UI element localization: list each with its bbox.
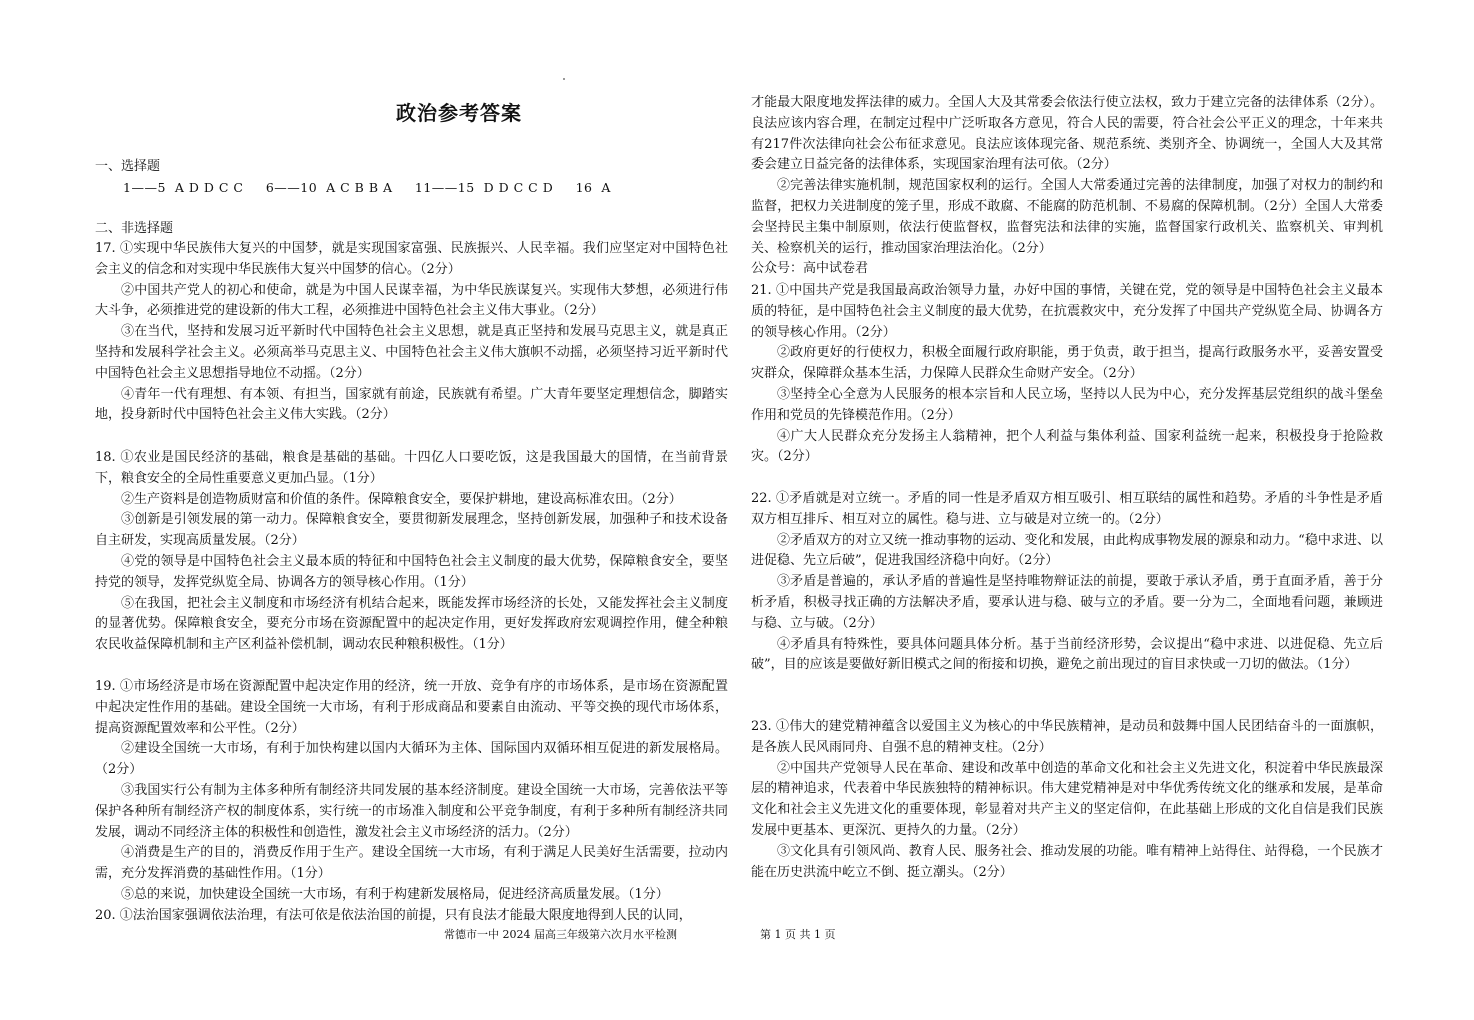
q19-point-1: 19. ①市场经济是市场在资源配置中起决定作用的经济，统一开放、竞争有序的市场体系，是市场在资源配置中起决定性作用的基础。建设全国统一大市场，有利于形成商品和要素自由流动、平等交换的现代市场体系，提高资源配置效率和公平性。（2分） — [95, 679, 728, 736]
q19-point-2: ②建设全国统一大市场，有利于加快构建以国内大循环为主体、国际国内双循环相互促进的新发展格局。（2分） — [95, 741, 728, 778]
choice-answers: 1——5 A D D C C 6——10 A C B B A 11——15 D D C C D 16 A — [123, 180, 611, 195]
q19-point-5: ⑤总的来说，加快建设全国统一大市场，有利于构建新发展格局，促进经济高质量发展。（1分） — [121, 886, 669, 902]
q22-point-4: ④矛盾具有特殊性，要具体问题具体分析。基于当前经济形势，会议提出“稳中求进、以进促稳、先立后破”，目的应该是要做好新旧模式之间的衔接和切换，避免之前出现过的盲目求快或一刀切的做法。（1分） — [751, 636, 1383, 673]
q17-point-1: 17. ①实现中华民族伟大复兴的中国梦，就是实现国家富强、民族振兴、人民幸福。我们应坚定对中国特色社会主义的信念和对实现中华民族伟大复兴中国梦的信心。（2分） — [95, 241, 728, 277]
section-choice-heading: 一、选择题 — [95, 159, 161, 174]
public-account: 公众号：高中试卷君 — [751, 261, 869, 277]
q23-point-2: ②中国共产党领导人民在革命、建设和改革中创造的革命文化和社会主义先进文化，积淀着中华民族最深层的精神追求，代表着中华民族独特的精神标识。伟大建党精神是对中华优秀传统文化的继承和发展，是革命文化和社会主义先进文化的重要体现，彰显着对共产主义的坚定信仰，在此基础上形成的文化自信是我们民族发展中更基本、更深沉、更持久的力量。（2分） — [751, 760, 1383, 838]
footer-page-number: 第 1 页 共 1 页 — [760, 928, 836, 941]
q21-point-3: ③坚持全心全意为人民服务的根本宗旨和人民立场，坚持以人民为中心，充分发挥基层党组织的战斗堡垒作用和党员的先锋模范作用。（2分） — [751, 386, 1383, 423]
footer-exam-name: 常德市一中 2024 届高三年级第六次月水平检测 — [444, 928, 677, 941]
q22-point-2: ②矛盾双方的对立又统一推动事物的运动、变化和发展，由此构成事物发展的源泉和动力。“稳中求进、以进促稳、先立后破”，促进我国经济稳中向好。（2分） — [751, 532, 1383, 569]
q21-point-1: 21. ①中国共产党是我国最高政治领导力量，办好中国的事情，关键在党，党的领导是中国特色社会主义最本质的特征，是中国特色社会主义制度的最大优势，在抗震救灾中，充分发挥了中国共产党纵览全局、协调各方的领导核心作用。（2分） — [751, 283, 1383, 340]
question-20-continued — [751, 93, 1383, 280]
q17-point-3: ③在当代，坚持和发展习近平新时代中国特色社会主义思想，就是真正坚持和发展马克思主义，就是真正坚持和发展科学社会主义。必须高举马克思主义、中国特色社会主义伟大旗帜不动摇，必须坚持习近平新时代中国特色社会主义思想指导地位不动摇。（2分） — [95, 324, 728, 381]
q20-point-1-start: 20. ①法治国家强调依法治理，有法可依是依法治国的前提，只有良法才能最大限度地得到人民的认同， — [95, 907, 692, 923]
q23-point-1: 23. ①伟大的建党精神蕴含以爱国主义为核心的中华民族精神，是动员和鼓舞中国人民团结奋斗的一面旗帜，是各族人民风雨同舟、自强不息的精神支柱。（2分） — [751, 719, 1383, 755]
q17-point-2: ②中国共产党人的初心和使命，就是为中国人民谋幸福，为中华民族谋复兴。实现伟大梦想，必须进行伟大斗争，必须推进党的建设新的伟大工程，必须推进中国特色社会主义伟大事业。（2分） — [95, 282, 728, 319]
stray-mark — [563, 78, 565, 80]
question-18 — [95, 448, 728, 656]
q18-point-5: ⑤在我国，把社会主义制度和市场经济有机结合起来，既能发挥市场经济的长处，又能发挥社会主义制度的显著优势。保障粮食安全，要充分市场在资源配置中的起决定作用，更好发挥政府宏观调控作用，健全种粮农民收益保障机制和主产区利益补偿机制，调动农民种粮积极性。（1分） — [95, 595, 728, 653]
question-21 — [751, 281, 1383, 468]
q21-point-2: ②政府更好的行使权力，积极全面履行政府职能，勇于负责，敢于担当，提高行政服务水平，妥善安置受灾群众，保障群众基本生活，力保障人民群众生命财产安全。（2分） — [751, 345, 1383, 382]
section-nonchoice-heading: 二、非选择题 — [95, 221, 174, 236]
q19-point-3: ③我国实行公有制为主体多种所有制经济共同发展的基本经济制度。建设全国统一大市场，完善依法平等保护各种所有制经济产权的制度体系，实行统一的市场准入制度和公平竞争制度，有利于多种所有制经济共同发展，调动不同经济主体的积极性和创造性，激发社会主义市场经济的活力。（2分） — [95, 782, 728, 840]
q19-point-4: ④消费是生产的目的，消费反作用于生产。建设全国统一大市场，有利于满足人民美好生活需要，拉动内需，充分发挥消费的基础性作用。（1分） — [95, 845, 728, 882]
q18-point-3: ③创新是引领发展的第一动力。保障粮食安全，要贯彻新发展理念，坚持创新发展，加强种子和技术设备自主研发，实现高质量发展。（2分） — [95, 512, 728, 549]
q18-point-4: ④党的领导是中国特色社会主义最本质的特征和中国特色社会主义制度的最大优势，保障粮食安全，要坚持党的领导，发挥党纵览全局、协调各方的领导核心作用。（1分） — [95, 553, 728, 590]
question-22 — [751, 489, 1383, 676]
q23-point-3: ③文化具有引领风尚、教育人民、服务社会、推动发展的功能。唯有精神上站得住、站得稳，一个民族才能在历史洪流中屹立不倒、挺立潮头。（2分） — [751, 843, 1383, 880]
q21-point-4: ④广大人民群众充分发扬主人翁精神，把个人利益与集体利益、国家利益统一起来，积极投身于抢险救灾。（2分） — [751, 428, 1383, 465]
q22-point-3: ③矛盾是普遍的，承认矛盾的普遍性是坚持唯物辩证法的前提，要敢于承认矛盾，勇于直面矛盾，善于分析矛盾，积极寻找正确的方法解决矛盾，要承认进与稳、破与立的矛盾。要一分为二，全面地看问题，兼顾进与稳、立与破。（2分） — [751, 574, 1383, 631]
q17-point-4: ④青年一代有理想、有本领、有担当，国家就有前途，民族就有希望。广大青年要坚定理想信念，脚踏实地，投身新时代中国特色社会主义伟大实践。（2分） — [95, 386, 728, 423]
q18-point-2: ②生产资料是创造物质财富和价值的条件。保障粮食安全，要保护耕地，建设高标准农田。（2分） — [121, 491, 682, 507]
q20-point-2: ②完善法律实施机制，规范国家权利的运行。全国人大常委通过完善的法律制度，加强了对权力的制约和监督，把权力关进制度的笼子里，形成不敢腐、不能腐的防范机制、不易腐的保障机制。（2分）全国人大常委会坚持民主集中制原则，依法行使监督权，监督宪法和法律的实施，监督国家行政机关、监察机关、审判机关、检察机关的运行，推动国家治理法治化。（2分） — [751, 178, 1383, 256]
question-17 — [95, 239, 728, 426]
q20-point-1-cont: 才能最大限度地发挥法律的威力。全国人大及其常委会依法行使立法权，致力于建立完备的法律体系（2分）。良法应该内容合理，在制定过程中广泛听取各方意见，符合人民的需要，符合社会公平正义的理念，十年来共有217件次法律向社会公布征求意见。良法应该体现完备、规范系统、类别齐全、协调统一，全国人大及其常委会建立日益完备的法律体系，实现国家治理有法可依。（2分） — [751, 95, 1383, 173]
question-19 — [95, 677, 728, 927]
page-title: 政治参考答案 — [396, 101, 522, 125]
q18-point-1: 18. ①农业是国民经济的基础，粮食是基础的基础。十四亿人口要吃饭，这是我国最大的国情，在当前背景下，粮食安全的全局性重要意义更加凸显。（1分） — [95, 450, 728, 486]
q22-point-1: 22. ①矛盾就是对立统一。矛盾的同一性是矛盾双方相互吸引、相互联结的属性和趋势。矛盾的斗争性是矛盾双方相互排斥、相互对立的属性。稳与进、立与破是对立统一的。（2分） — [751, 491, 1383, 527]
question-23 — [751, 717, 1383, 883]
